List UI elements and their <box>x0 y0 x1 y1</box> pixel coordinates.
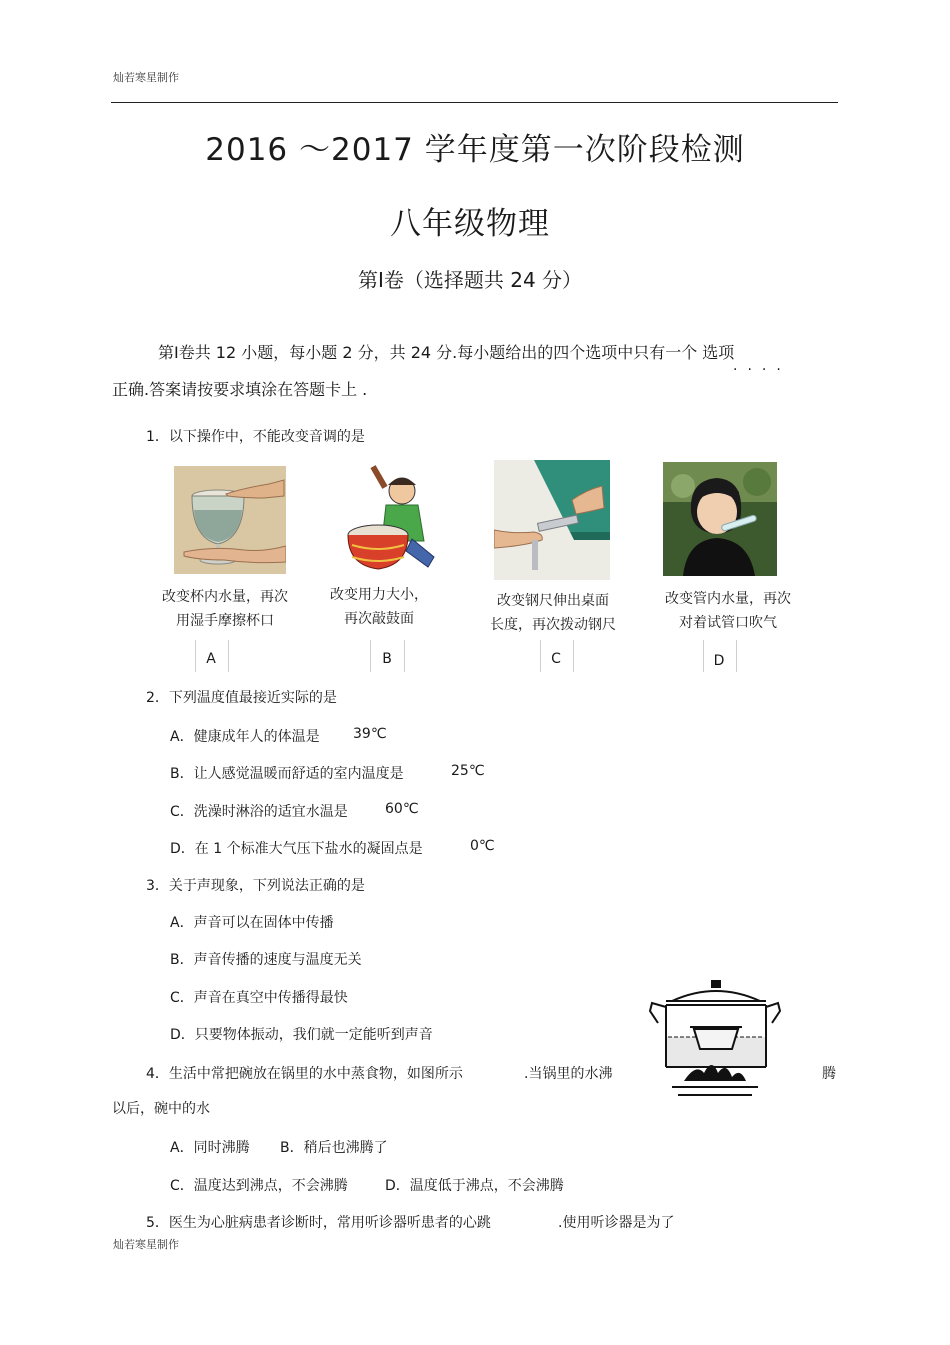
q1-stem: 1．以下操作中，不能改变音调的是 <box>146 429 365 445</box>
header-rule <box>111 102 838 103</box>
q4-stem-part2: .当锅里的水沸 <box>524 1066 613 1082</box>
q4-option-c: C．温度达到沸点，不会沸腾 <box>170 1178 348 1194</box>
q2-option-d-value: 0℃ <box>470 838 495 854</box>
q3-option-a: A．声音可以在固体中传播 <box>170 915 334 931</box>
q1-image-a <box>174 466 286 574</box>
exam-title: 2016 ～2017 学年度第一次阶段检测 <box>205 132 745 168</box>
header-watermark: 灿若寒星制作 <box>113 71 179 84</box>
q1-caption-c <box>478 589 628 637</box>
q1-image-d <box>663 462 777 576</box>
steaming-pot-image <box>646 977 782 1101</box>
q2-option-a-value: 39℃ <box>353 726 387 742</box>
q5-stem-part2: .使用听诊器是为了 <box>558 1215 675 1231</box>
footer-watermark: 灿若寒星制作 <box>113 1238 179 1251</box>
q1-caption-b <box>319 583 439 631</box>
q4-option-a: A．同时沸腾 <box>170 1140 250 1156</box>
q2-option-b-value: 25℃ <box>451 763 485 779</box>
q1-tick-b-right <box>404 640 405 672</box>
q4-stem-part1: 4．生活中常把碗放在锅里的水中蒸食物，如图所示 <box>146 1066 463 1082</box>
q2-option-b: B．让人感觉温暖而舒适的室内温度是 <box>170 766 404 782</box>
q1-tick-d-right <box>736 640 737 672</box>
q2-option-c-value: 60℃ <box>385 801 419 817</box>
q1-caption-c-line1: 改变钢尺伸出桌面 <box>497 593 609 609</box>
q4-stem-part3: 腾 <box>822 1066 836 1082</box>
q1-letter-c: C <box>551 651 561 667</box>
q1-caption-d-line1: 改变管内水量，再次 <box>665 591 791 607</box>
q2-option-c: C．洗澡时淋浴的适宜水温是 <box>170 804 348 820</box>
q1-caption-d <box>653 587 803 635</box>
q1-image-c <box>494 460 610 580</box>
q1-caption-b-line1: 改变用力大小， <box>330 587 428 603</box>
q1-letter-a: A <box>206 651 216 667</box>
q3-stem: 3．关于声现象，下列说法正确的是 <box>146 878 365 894</box>
intro-line-2: 正确.答案请按要求填涂在答题卡上 . <box>112 380 368 399</box>
q2-option-d: D．在 1 个标准大气压下盐水的凝固点是 <box>170 841 423 857</box>
q1-caption-a-line2: 用湿手摩擦杯口 <box>176 613 274 629</box>
q1-letter-d: D <box>713 653 725 669</box>
section-title: 第Ⅰ卷（选择题共 24 分） <box>357 268 583 292</box>
q3-option-b: B．声音传播的速度与温度无关 <box>170 952 362 968</box>
q1-letter-b: B <box>382 651 392 667</box>
q5-stem-part1: 5．医生为心脏病患者诊断时，常用听诊器听患者的心跳 <box>146 1215 491 1231</box>
q4-option-d: D．温度低于沸点，不会沸腾 <box>385 1178 564 1194</box>
q1-caption-a-line1: 改变杯内水量，再次 <box>162 589 288 605</box>
q1-caption-d-line2: 对着试管口吹气 <box>679 615 777 631</box>
emphasis-dots: ···· <box>733 362 791 378</box>
q4-option-b: B．稍后也沸腾了 <box>280 1140 388 1156</box>
q1-tick-c-right <box>573 640 574 672</box>
q2-option-a: A．健康成年人的体温是 <box>170 729 320 745</box>
q2-stem: 2．下列温度值最接近实际的是 <box>146 690 337 706</box>
q3-option-d: D．只要物体振动，我们就一定能听到声音 <box>170 1027 433 1043</box>
q1-caption-a <box>150 585 300 633</box>
q1-tick-a-right <box>228 640 229 672</box>
q3-option-c: C．声音在真空中传播得最快 <box>170 990 348 1006</box>
intro-line-1: 第Ⅰ卷共 12 小题，每小题 2 分，共 24 分.每小题给出的四个选项中只有一个 选项 <box>158 343 735 362</box>
q4-stem-line2: 以后，碗中的水 <box>112 1101 210 1117</box>
q1-caption-c-line2: 长度，再次拨动钢尺 <box>490 617 616 633</box>
subject-title: 八年级物理 <box>390 206 550 242</box>
q1-caption-b-line2: 再次敲鼓面 <box>344 611 414 627</box>
q1-image-b <box>342 461 442 575</box>
